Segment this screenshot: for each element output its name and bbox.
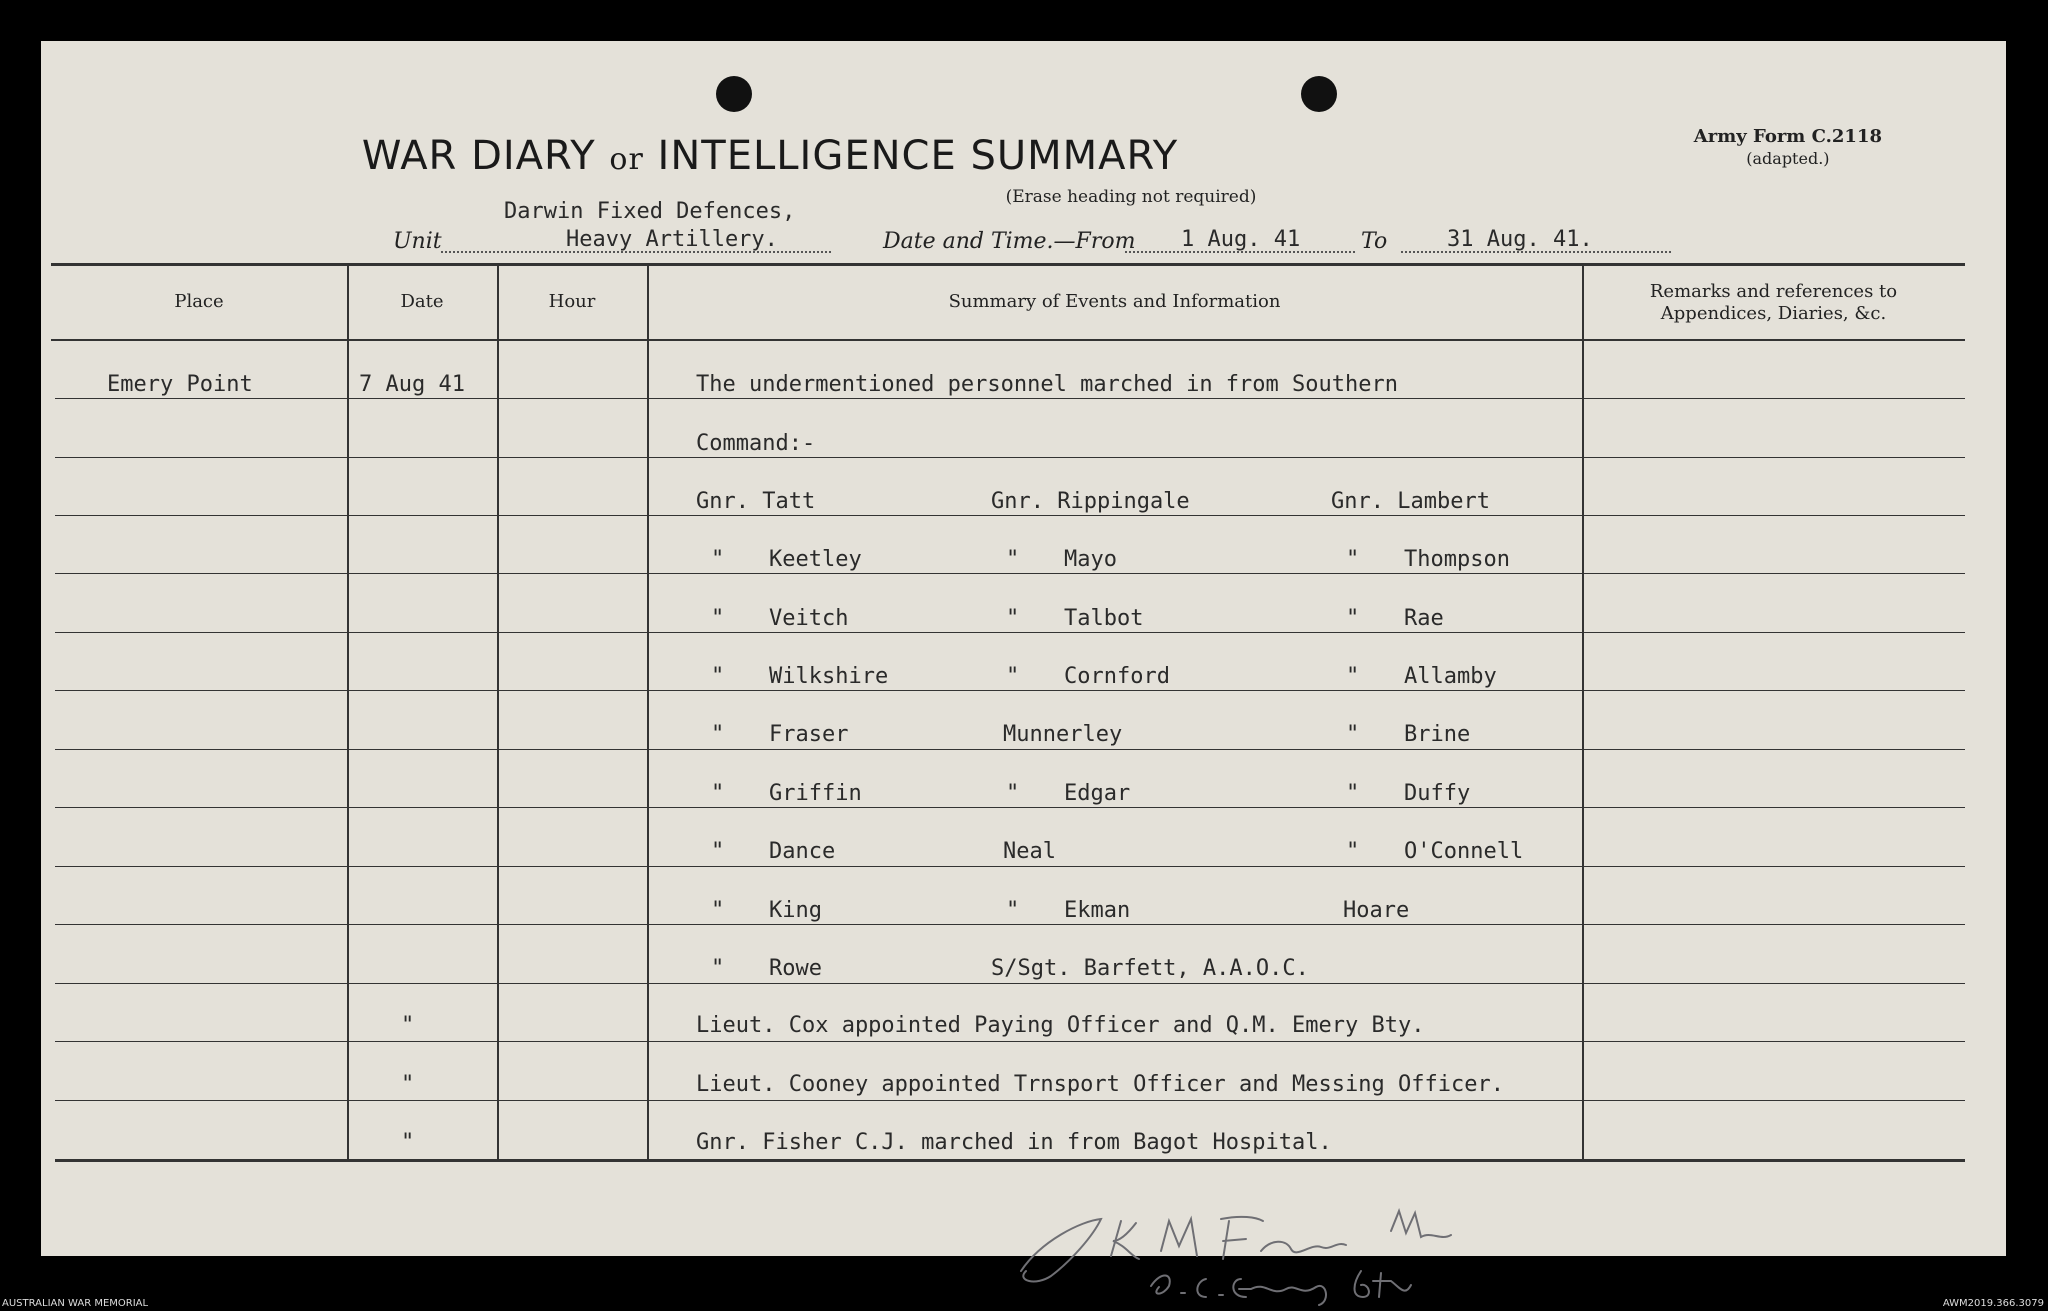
column-header-remarks: Remarks and references to Appendices, Diaries, &c. bbox=[1649, 281, 1898, 324]
summary-text: Gnr. Fisher C.J. marched in from Bagot Hospital. bbox=[696, 1130, 1332, 1155]
personnel-name: Gnr. Lambert bbox=[1331, 489, 1490, 514]
personnel-name: Cornford bbox=[1064, 664, 1170, 689]
row-rule bbox=[55, 1041, 1965, 1042]
ditto-mark: " bbox=[711, 956, 725, 981]
row-rule bbox=[55, 398, 1965, 399]
personnel-name: Veitch bbox=[769, 606, 849, 631]
date-range-label: Date and Time.—From bbox=[883, 229, 1136, 254]
summary-text: The undermentioned personnel marched in from Southern bbox=[696, 372, 1398, 397]
personnel-name: Duffy bbox=[1404, 781, 1471, 806]
date-from-value: 1 Aug. 41 bbox=[1181, 227, 1301, 252]
date-cell: " bbox=[401, 1130, 415, 1155]
table-top-border bbox=[51, 263, 1965, 266]
ditto-mark: " bbox=[1006, 781, 1020, 806]
personnel-name: Griffin bbox=[769, 781, 862, 806]
personnel-name: Fraser bbox=[769, 722, 849, 747]
date-cell: " bbox=[401, 1013, 415, 1038]
personnel-name: O'Connell bbox=[1404, 839, 1524, 864]
personnel-name: Keetley bbox=[769, 547, 862, 572]
row-rule bbox=[55, 690, 1965, 691]
date-to-value: 31 Aug. 41. bbox=[1447, 227, 1593, 252]
personnel-name: S/Sgt. Barfett, A.A.O.C. bbox=[991, 956, 1309, 981]
punch-hole-left bbox=[716, 76, 752, 112]
summary-text: Lieut. Cox appointed Paying Officer and Q.M. Emery Bty. bbox=[696, 1013, 1425, 1038]
personnel-name: Dance bbox=[769, 839, 836, 864]
ditto-mark: " bbox=[711, 722, 725, 747]
ditto-mark: " bbox=[711, 839, 725, 864]
summary-text: Lieut. Cooney appointed Trnsport Officer and Messing Officer. bbox=[696, 1072, 1504, 1097]
personnel-name: Gnr. Tatt bbox=[696, 489, 816, 514]
personnel-name: Hoare bbox=[1343, 898, 1410, 923]
column-header-date: Date bbox=[400, 291, 444, 312]
column-header-place: Place bbox=[174, 291, 224, 312]
personnel-name: Wilkshire bbox=[769, 664, 889, 689]
column-header-summary: Summary of Events and Information bbox=[948, 291, 1281, 312]
footer-reference-number: AWM2019.366.3079 bbox=[1942, 1298, 2044, 1309]
summary-text: Command:- bbox=[696, 431, 816, 456]
personnel-name: Thompson bbox=[1404, 547, 1510, 572]
page-title: WAR DIARY or INTELLIGENCE SUMMARY bbox=[361, 133, 1179, 179]
row-rule bbox=[55, 457, 1965, 458]
unit-line-1: Darwin Fixed Defences, bbox=[504, 199, 796, 224]
row-rule bbox=[55, 983, 1965, 984]
ditto-mark: " bbox=[711, 547, 725, 572]
row-rule bbox=[55, 515, 1965, 516]
ditto-mark: " bbox=[1346, 722, 1360, 747]
ditto-mark: " bbox=[1346, 547, 1360, 572]
personnel-name: Rae bbox=[1404, 606, 1444, 631]
date-cell: 7 Aug 41 bbox=[359, 372, 465, 397]
ditto-mark: " bbox=[1346, 781, 1360, 806]
row-rule bbox=[55, 573, 1965, 574]
footer-archive-name: AUSTRALIAN WAR MEMORIAL bbox=[2, 1298, 149, 1309]
ditto-mark: " bbox=[711, 606, 725, 631]
ditto-mark: " bbox=[1006, 898, 1020, 923]
column-header-hour: Hour bbox=[548, 291, 596, 312]
table-header-divider bbox=[51, 339, 1965, 341]
ditto-mark: " bbox=[1006, 664, 1020, 689]
column-divider bbox=[497, 265, 499, 1160]
punch-hole-right bbox=[1301, 76, 1337, 112]
row-rule bbox=[55, 807, 1965, 808]
personnel-name: Allamby bbox=[1404, 664, 1497, 689]
personnel-name: Talbot bbox=[1064, 606, 1144, 631]
column-divider bbox=[347, 265, 349, 1160]
unit-line-2: Heavy Artillery. bbox=[566, 227, 778, 252]
row-rule bbox=[55, 924, 1965, 925]
ditto-mark: " bbox=[1006, 547, 1020, 572]
table-bottom-border bbox=[55, 1159, 1965, 1162]
personnel-name: Edgar bbox=[1064, 781, 1131, 806]
handwritten-signature bbox=[1001, 1201, 1481, 1311]
date-cell: " bbox=[401, 1072, 415, 1097]
column-divider bbox=[1582, 265, 1584, 1160]
ditto-mark: " bbox=[1346, 664, 1360, 689]
ditto-mark: " bbox=[711, 781, 725, 806]
row-rule bbox=[55, 749, 1965, 750]
personnel-name: Mayo bbox=[1064, 547, 1117, 572]
row-rule bbox=[55, 1100, 1965, 1101]
personnel-name: Gnr. Rippingale bbox=[991, 489, 1190, 514]
personnel-name: Rowe bbox=[769, 956, 822, 981]
place-cell: Emery Point bbox=[107, 372, 253, 397]
diary-page bbox=[41, 41, 2006, 1256]
ditto-mark: " bbox=[711, 898, 725, 923]
ditto-mark: " bbox=[1346, 839, 1360, 864]
column-divider bbox=[647, 265, 649, 1160]
personnel-name: Ekman bbox=[1064, 898, 1131, 923]
date-to-label: To bbox=[1361, 229, 1388, 254]
personnel-name: Munnerley bbox=[1003, 722, 1123, 747]
ditto-mark: " bbox=[711, 664, 725, 689]
personnel-name: Brine bbox=[1404, 722, 1471, 747]
army-form-label: Army Form C.2118 (adapted.) bbox=[1693, 126, 1882, 168]
page-subtitle: (Erase heading not required) bbox=[1005, 187, 1257, 207]
row-rule bbox=[55, 632, 1965, 633]
ditto-mark: " bbox=[1346, 606, 1360, 631]
row-rule bbox=[55, 866, 1965, 867]
personnel-name: Neal bbox=[1003, 839, 1056, 864]
unit-label: Unit bbox=[393, 229, 442, 254]
personnel-name: King bbox=[769, 898, 822, 923]
ditto-mark: " bbox=[1006, 606, 1020, 631]
